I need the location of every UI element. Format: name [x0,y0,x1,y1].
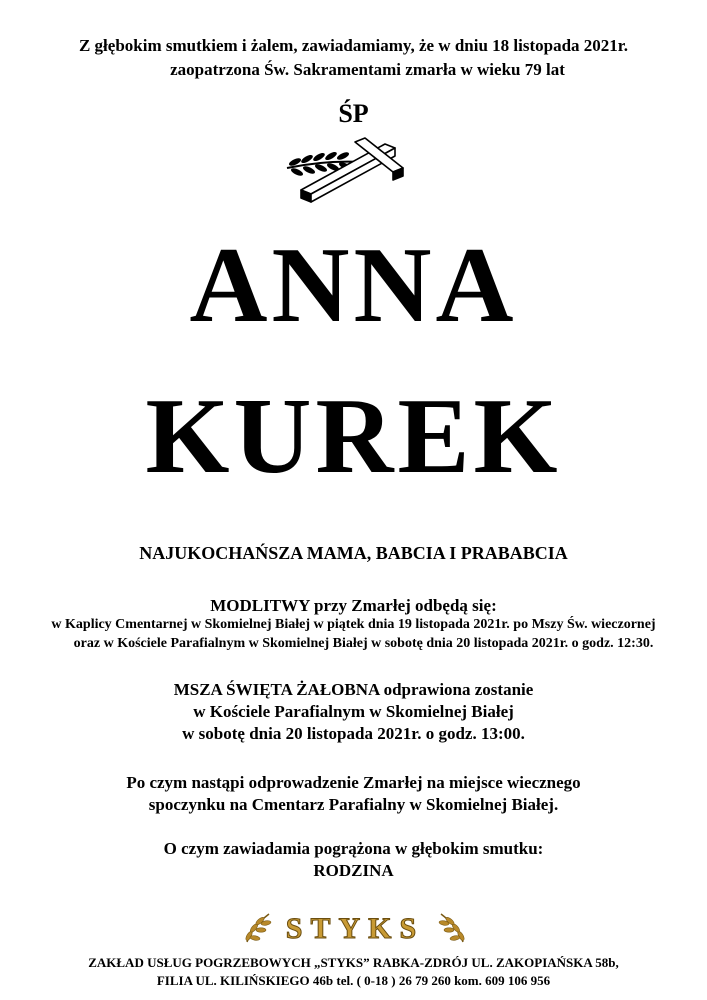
relation-line: NAJUKOCHAŃSZA MAMA, BABCIA I PRABABCIA [139,543,568,563]
cross-with-palm-branch-icon [285,134,420,209]
intro-line-2: zaopatrzona Św. Sakramentami zmarła w wieku 79 lat [170,60,565,79]
styks-logo-text: STYKS [285,912,425,945]
mass-line-3: w sobotę dnia 20 listopada 2021r. o godz. 13:00. [182,724,525,743]
laurel-branch-icon [245,914,272,942]
family-signature: RODZINA [313,861,394,880]
mass-line-2: w Kościele Parafialnym w Skomielnej Białej [193,702,514,721]
sp-abbreviation: ŚP [338,99,369,128]
mass-line-1: MSZA ŚWIĘTA ŻAŁOBNA odprawiona zostanie [173,680,534,699]
prayers-line-1: w Kaplicy Cmentarnej w Skomielnej Białej w piątek dnia 19 listopada 2021r. po Mszy Św. wieczornej [51,617,656,632]
procession-line-2: spoczynku na Cmentarz Parafialny w Skomielnej Białej. [148,795,559,814]
deceased-first-name: ANNA [189,226,518,345]
styks-logo [235,906,475,950]
prayers-heading: MODLITWY przy Zmarłej odbędą się: [210,596,497,615]
footer-line-1: ZAKŁAD USŁUG POGRZEBOWYCH „STYKS” RABKA-ZDRÓJ UL. ZAKOPIAŃSKA 58b, [88,955,619,970]
family-line-1: O czym zawiadamia pogrążona w głębokim smutku: [163,839,544,858]
procession-line-1: Po czym nastąpi odprowadzenie Zmarłej na miejsce wiecznego [126,773,581,792]
deceased-last-name: KUREK [145,377,562,496]
laurel-branch-icon [439,914,466,942]
footer-line-2: FILIA UL. KILIŃSKIEGO 46b tel. ( 0-18 ) 26 79 260 kom. 609 106 956 [156,973,551,988]
prayers-line-2: oraz w Kościele Parafialnym w Skomielnej Białej w sobotę dnia 20 listopada 2021r. o godz. 12:30. [73,636,654,651]
intro-line-1: Z głębokim smutkiem i żalem, zawiadamiamy, że w dniu 18 listopada 2021r. [78,36,629,55]
